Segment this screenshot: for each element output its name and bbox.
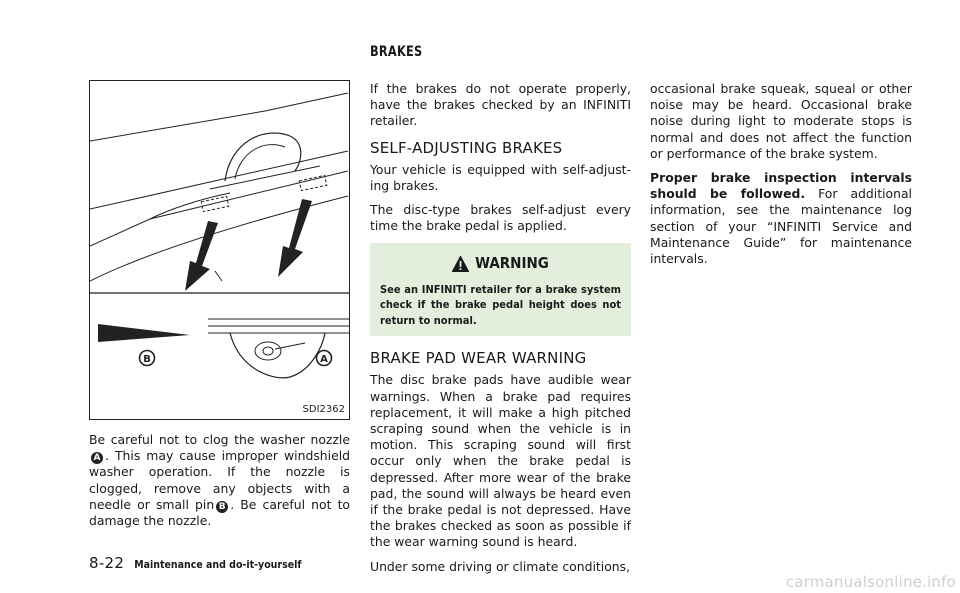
warning-box — [370, 243, 631, 337]
heading-brake-pad: BRAKE PAD WEAR WARNING — [370, 349, 587, 368]
watermark: carmanualsonline.info — [785, 573, 956, 591]
warning-text: See an INFINITI retailer for a brake system check if the brake pedal height does not return to normal. — [380, 282, 621, 327]
section-title: BRAKES — [370, 44, 423, 60]
brake-pad-p2: Under some driving or climate conditions, — [370, 558, 631, 574]
callout-a-inline: A — [91, 452, 103, 464]
nozzle-paragraph: Be careful not to clog the washer nozzleA . This may cause improper windshield washer operation. If the nozzle is clogged, remove any objects with a needle or small pin B . Be careful not to damage the nozzle. — [89, 432, 351, 529]
brakes-intro: If the brakes do not operate properly, have the brakes checked by an INFINITI retailer. — [370, 81, 631, 129]
washer-nozzle-illustration — [90, 81, 349, 419]
column-1 — [89, 432, 350, 537]
self-adjusting-p1: Your vehicle is equipped with self-adjust-ing brakes. — [370, 161, 631, 194]
self-adjusting-p2: The disc-type brakes self-adjust every time the brake pedal is applied. — [370, 202, 631, 234]
column-2 — [370, 81, 631, 583]
washer-nozzle-figure — [89, 80, 350, 420]
heading-self-adjusting: SELF-ADJUSTING BRAKES — [370, 138, 563, 157]
inspection-paragraph: Proper brake inspection intervals should be followed. For additional information, see the maintenance log section of your “INFINITI Service and Maintenance Guide” for maintenance intervals. — [650, 170, 912, 267]
callout-b-inline: B — [216, 501, 228, 513]
callout-b: B — [143, 354, 151, 365]
brake-pad-p1: The disc brake pads have audible wear warnings. When a brake pad requires replacement, it will make a high pitched scraping sound when the vehicle is in motion. This scraping sound will first occur only when the brake pedal is depressed. After more wear of the brake pad, the sound will always be heard even if the brake pedal is not depressed. Have the brakes checked as soon as possible if the wear warning sound is heard. — [370, 372, 631, 550]
chapter-title: Maintenance and do-it-yourself — [134, 559, 302, 571]
warning-heading: WARNING — [380, 253, 621, 272]
warning-triangle-icon — [452, 256, 469, 272]
page-footer — [89, 553, 301, 572]
page-number: 8-22 — [89, 554, 125, 572]
column-3 — [650, 81, 912, 275]
callout-a: A — [320, 354, 328, 365]
brake-noise-paragraph: occasional brake squeak, squeal or other noise may be heard. Occasional brake noise during light to moderate stops is normal and does not affect the function or performance of the brake system. — [650, 81, 912, 161]
figure-code: SDI2362 — [302, 404, 345, 415]
